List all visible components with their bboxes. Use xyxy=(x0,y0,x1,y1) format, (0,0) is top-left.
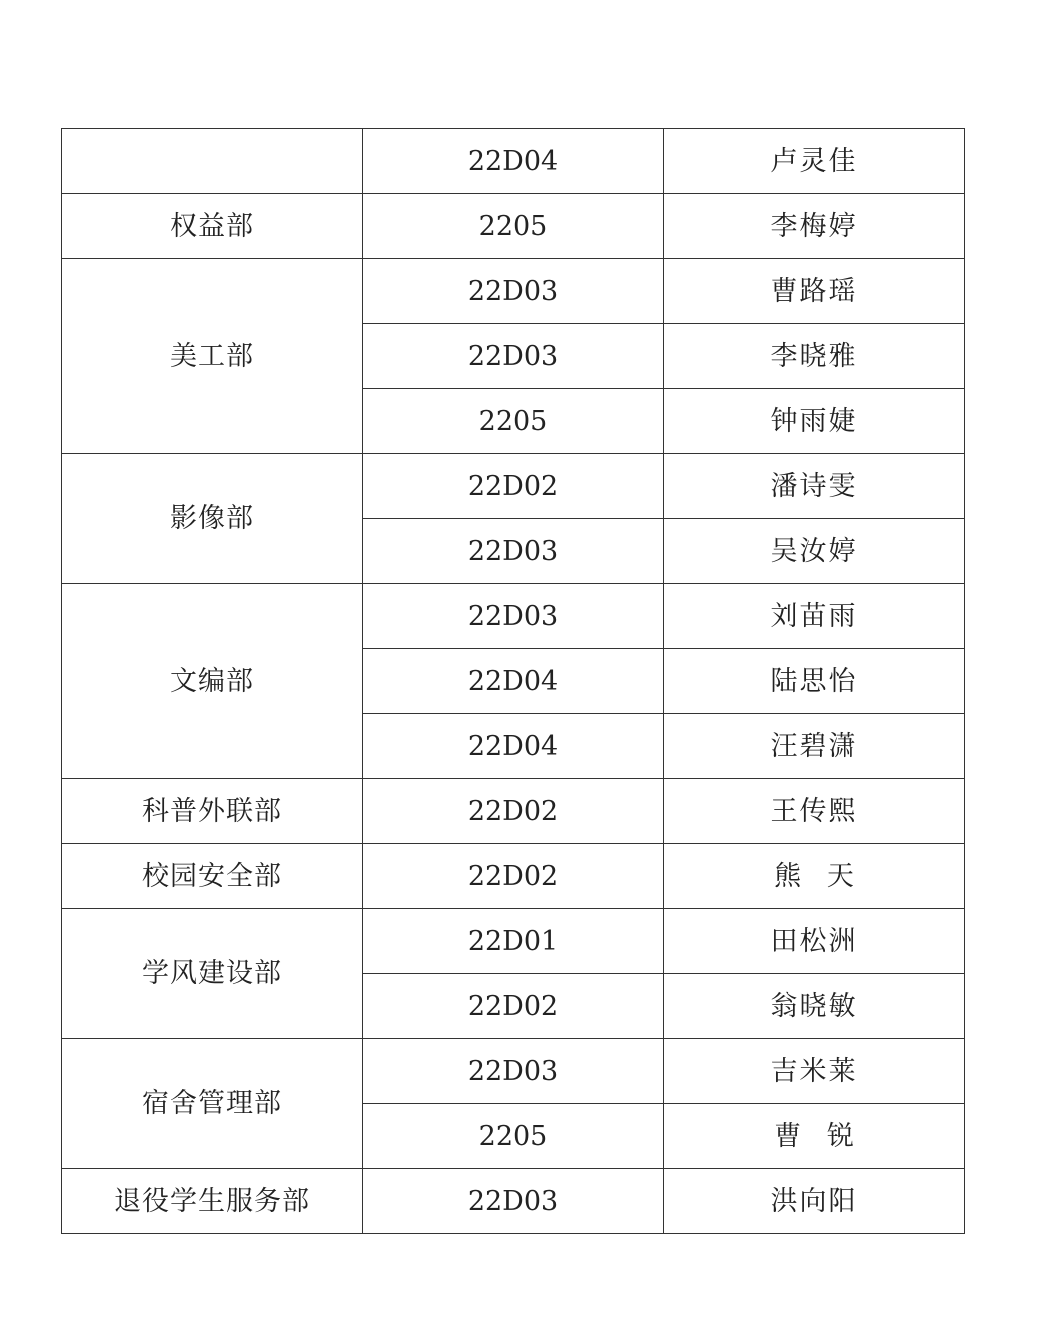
table-row xyxy=(62,779,965,844)
department-cell: 科普外联部 xyxy=(62,779,363,844)
class-cell: 2205 xyxy=(363,194,664,259)
name-cell: 陆思怡 xyxy=(664,649,965,714)
class-cell: 22D04 xyxy=(363,649,664,714)
class-cell: 22D04 xyxy=(363,714,664,779)
department-cell: 宿舍管理部 xyxy=(62,1039,363,1169)
member-table-body xyxy=(62,129,965,1234)
name-cell: 李晓雅 xyxy=(664,324,965,389)
department-cell xyxy=(62,129,363,194)
class-cell: 2205 xyxy=(363,389,664,454)
department-cell: 校园安全部 xyxy=(62,844,363,909)
class-cell: 22D03 xyxy=(363,584,664,649)
name-cell: 潘诗雯 xyxy=(664,454,965,519)
department-cell: 权益部 xyxy=(62,194,363,259)
class-cell: 22D04 xyxy=(363,129,664,194)
name-cell: 吴汝婷 xyxy=(664,519,965,584)
name-cell: 李梅婷 xyxy=(664,194,965,259)
class-cell: 22D03 xyxy=(363,324,664,389)
name-cell: 王传熙 xyxy=(664,779,965,844)
department-cell: 美工部 xyxy=(62,259,363,454)
table-row xyxy=(62,844,965,909)
name-cell: 洪向阳 xyxy=(664,1169,965,1234)
department-cell: 退役学生服务部 xyxy=(62,1169,363,1234)
department-cell: 文编部 xyxy=(62,584,363,779)
name-cell: 卢灵佳 xyxy=(664,129,965,194)
table-row xyxy=(62,454,965,519)
name-cell: 田松洲 xyxy=(664,909,965,974)
member-table xyxy=(61,128,965,1234)
class-cell: 2205 xyxy=(363,1104,664,1169)
class-cell: 22D03 xyxy=(363,1039,664,1104)
class-cell: 22D02 xyxy=(363,974,664,1039)
class-cell: 22D03 xyxy=(363,519,664,584)
class-cell: 22D03 xyxy=(363,1169,664,1234)
class-cell: 22D02 xyxy=(363,844,664,909)
name-cell: 曹路瑶 xyxy=(664,259,965,324)
class-cell: 22D02 xyxy=(363,779,664,844)
department-cell: 影像部 xyxy=(62,454,363,584)
class-cell: 22D02 xyxy=(363,454,664,519)
table-row xyxy=(62,584,965,649)
class-cell: 22D03 xyxy=(363,259,664,324)
name-cell: 翁晓敏 xyxy=(664,974,965,1039)
name-cell: 汪碧潇 xyxy=(664,714,965,779)
class-cell: 22D01 xyxy=(363,909,664,974)
name-cell: 熊 天 xyxy=(664,844,965,909)
table-row xyxy=(62,194,965,259)
name-cell: 曹 锐 xyxy=(664,1104,965,1169)
table-row xyxy=(62,1169,965,1234)
name-cell: 吉米莱 xyxy=(664,1039,965,1104)
table-row xyxy=(62,1039,965,1104)
name-cell: 钟雨婕 xyxy=(664,389,965,454)
table-row xyxy=(62,259,965,324)
name-cell: 刘苗雨 xyxy=(664,584,965,649)
department-cell: 学风建设部 xyxy=(62,909,363,1039)
table-row xyxy=(62,129,965,194)
table-row xyxy=(62,909,965,974)
